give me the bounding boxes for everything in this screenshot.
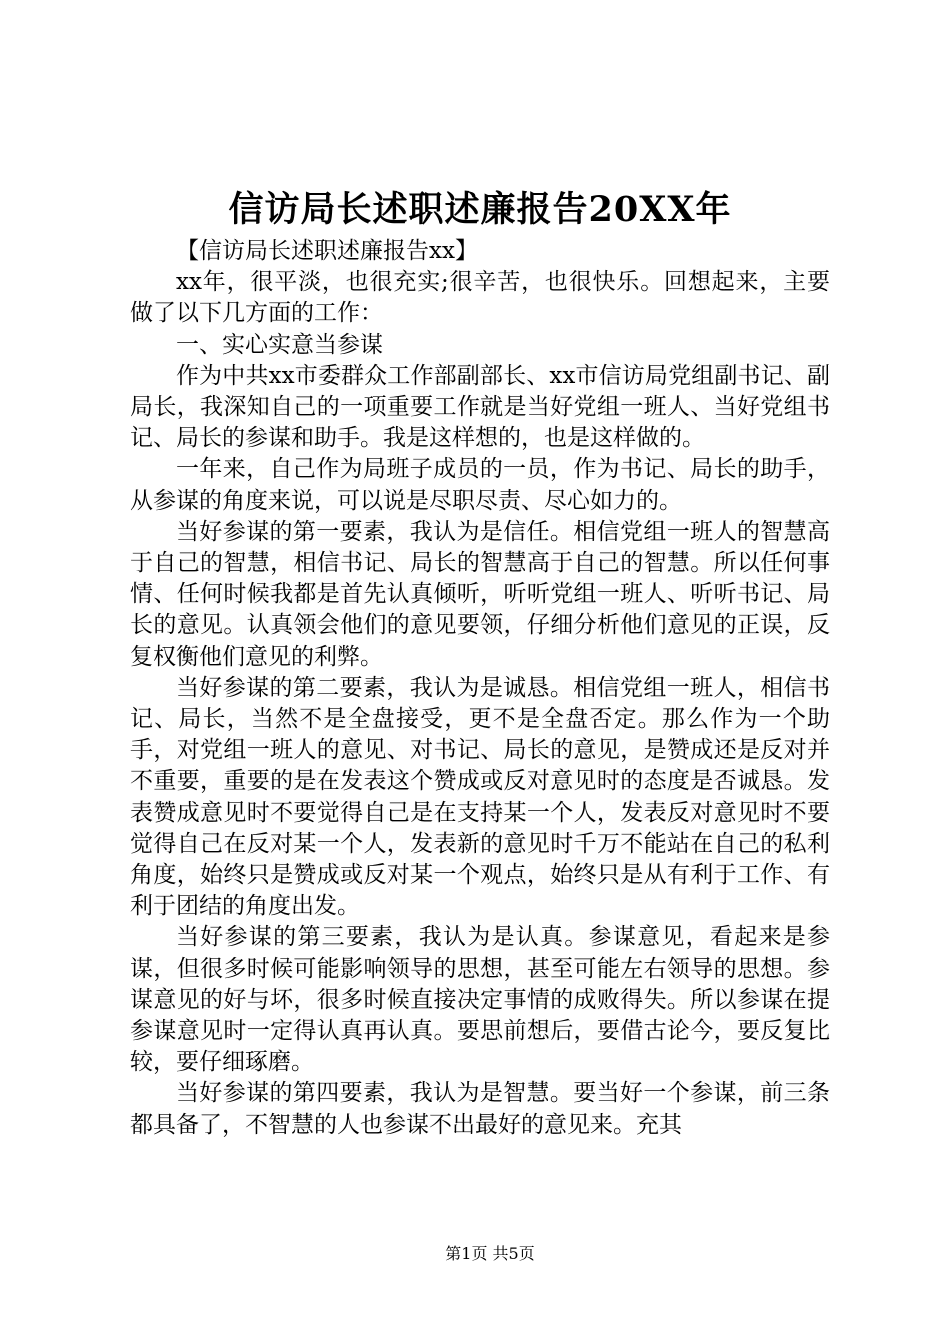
page-footer: 第1页 共5页 [445,1244,535,1263]
paragraph: xx年，很平淡，也很充实;很辛苦，也很快乐。回想起来，主要做了以下几方面的工作： [130,269,830,327]
paragraph: 【信访局长述职述廉报告xx】 [176,238,478,264]
paragraph: 当好参谋的第三要素，我认为是认真。参谋意见，看起来是参谋，但很多时候可能影响领导的思想，甚至可能左右领导的思想。参谋意见的好与坏，很多时候直接决定事情的成败得失。所以参谋在提参谋意见时一定得认真再认真。要思前想后，要借古论今，要反复比较，要仔细琢磨。 [130,924,830,1076]
section-heading: 一、实心实意当参谋 [176,331,383,358]
document-title: 信访局长述职述廉报告20XX年 [228,189,732,230]
paragraph: 作为中共xx市委群众工作部副部长、xx市信访局党组副书记、副局长，我深知自己的一项重要工作就是当好党组一班人、当好党组书记、局长的参谋和助手。我是这样想的，也是这样做的。 [130,362,830,452]
document-body [130,236,830,1141]
paragraph: 当好参谋的第一要素，我认为是信任。相信党组一班人的智慧高于自己的智慧，相信书记、局长的智慧高于自己的智慧。所以任何事情、任何时候我都是首先认真倾听，听听党组一班人、听听书记、局长的意见。认真领会他们的意见要领，仔细分析他们意见的正误，反复权衡他们意见的利弊。 [130,518,830,670]
paragraph: 一年来，自己作为局班子成员的一员，作为书记、局长的助手，从参谋的角度来说，可以说是尽职尽责、尽心如力的。 [130,456,830,514]
paragraph: 当好参谋的第二要素，我认为是诚恳。相信党组一班人，相信书记、局长，当然不是全盘接受，更不是全盘否定。那么作为一个助手，对党组一班人的意见、对书记、局长的意见，是赞成还是反对并不重要，重要的是在发表这个赞成或反对意见时的态度是否诚恳。发表赞成意见时不要觉得自己是在支持某一个人，发表反对意见时不要觉得自己在反对某一个人，发表新的意见时千万不能站在自己的私利角度，始终只是赞成或反对某一个观点，始终只是从有利于工作、有利于团结的角度出发。 [130,674,830,920]
paragraph: 当好参谋的第四要素，我认为是智慧。要当好一个参谋，前三条都具备了，不智慧的人也参谋不出最好的意见来。充其 [130,1080,830,1138]
